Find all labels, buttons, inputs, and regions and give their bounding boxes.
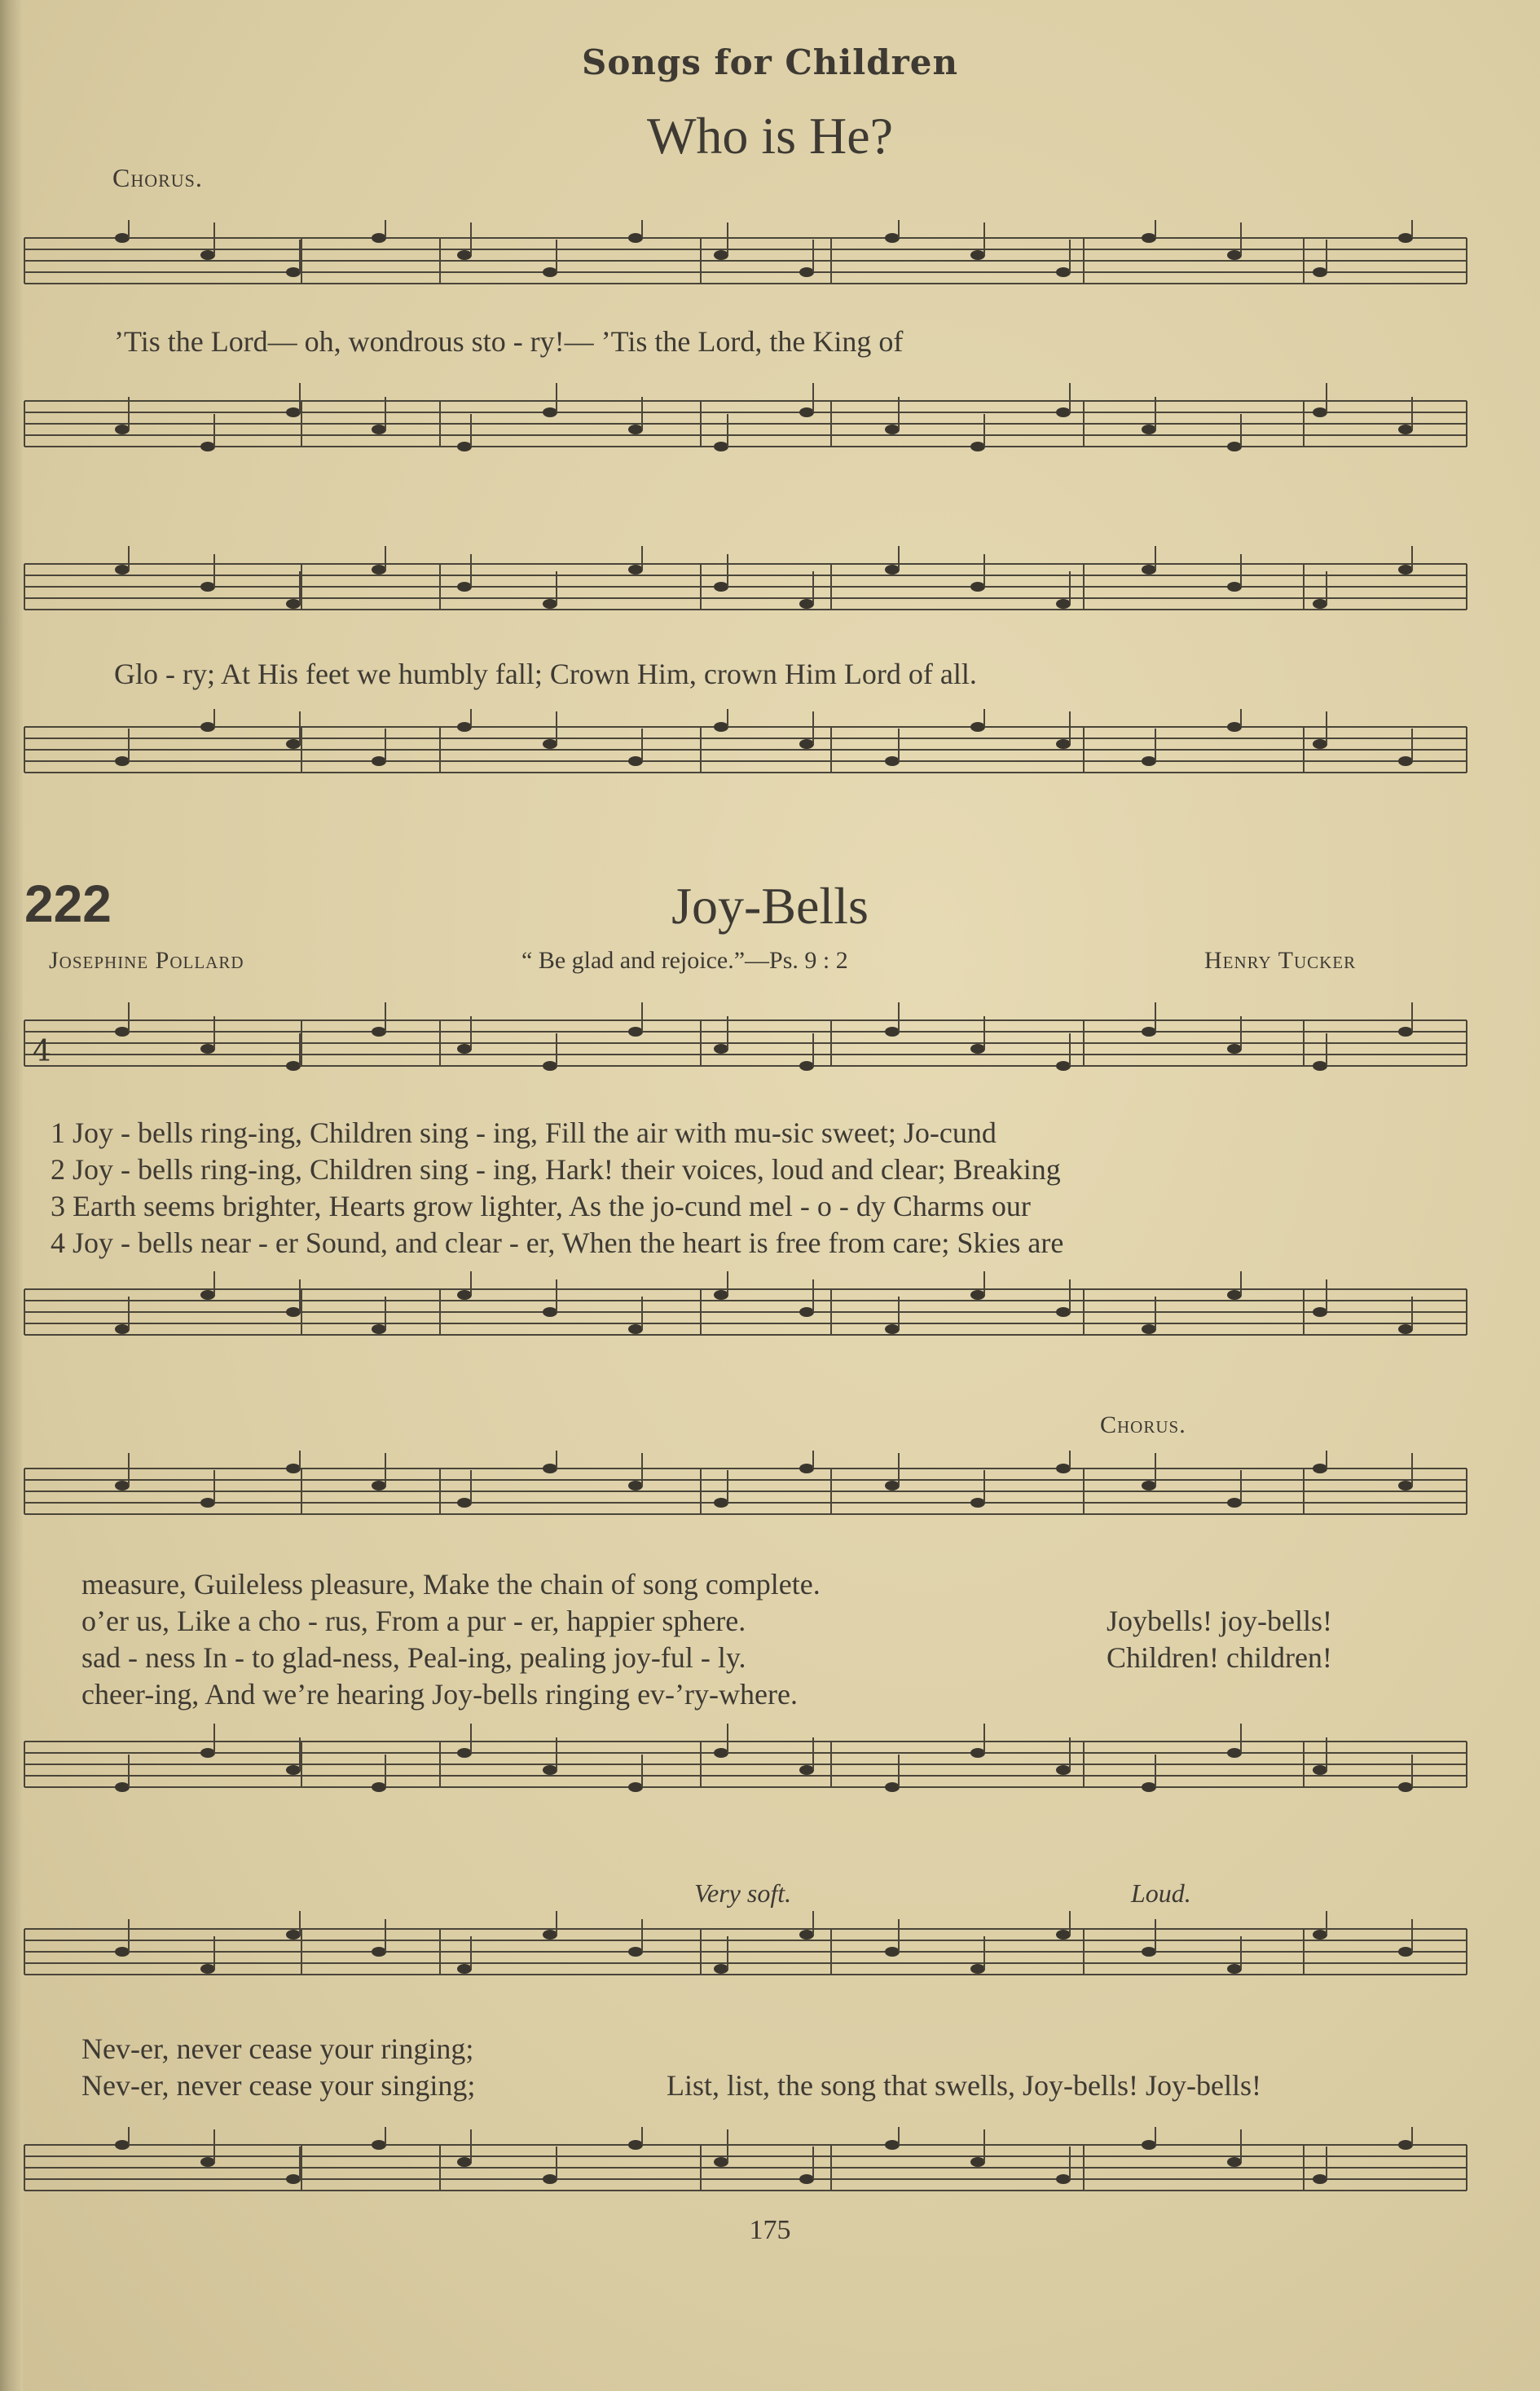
notehead	[286, 1464, 301, 1473]
notehead	[1313, 267, 1327, 277]
notehead	[372, 1947, 386, 1957]
verse-line: cheer-ing, And we’re hearing Joy-bells ringing ev-’ry-where.	[81, 1678, 798, 1711]
notehead	[628, 1481, 643, 1491]
verse-line: o’er us, Like a cho - rus, From a pur - er, happier sphere.	[81, 1605, 746, 1637]
final-line-right: List, list, the song that swells, Joy-bells! Joy-bells!	[667, 2069, 1261, 2102]
staff-song1-bass-2	[0, 709, 1540, 831]
final-line: Nev-er, never cease your ringing;	[81, 2032, 474, 2065]
notehead	[115, 233, 130, 243]
notehead	[1056, 1307, 1071, 1317]
notehead	[1398, 1782, 1413, 1792]
lyrics-song1-line2: Glo - ry; At His feet we humbly fall; Crown Him, crown Him Lord of all.	[114, 658, 977, 690]
chorus-text-block	[1107, 1603, 1332, 1676]
notehead	[457, 1498, 472, 1508]
notehead	[1398, 425, 1413, 434]
notehead	[1142, 756, 1156, 766]
notehead	[1398, 1324, 1413, 1334]
scripture-epigraph: “ Be glad and rejoice.”—Ps. 9 : 2	[521, 947, 848, 974]
notehead	[200, 1964, 215, 1974]
notehead	[457, 1748, 472, 1758]
notehead	[799, 1930, 814, 1940]
staff-song2-treble-3	[0, 1911, 1540, 2033]
time-signature-treble: 4	[33, 1035, 51, 1068]
notehead	[628, 1782, 643, 1792]
notehead	[543, 1464, 557, 1473]
notehead	[1142, 565, 1156, 575]
notehead	[714, 442, 728, 451]
notehead	[1142, 1782, 1156, 1792]
notehead	[799, 2174, 814, 2184]
notehead	[1142, 1027, 1156, 1037]
notehead	[457, 722, 472, 732]
notehead	[1056, 739, 1071, 749]
staff-song2-treble-1	[0, 1002, 1540, 1108]
notehead	[372, 1324, 386, 1334]
staff-song1-treble-2	[0, 546, 1540, 644]
notehead	[543, 1765, 557, 1775]
notehead	[799, 407, 814, 417]
notehead	[200, 1044, 215, 1054]
notehead	[1398, 1947, 1413, 1957]
notehead	[286, 407, 301, 417]
notehead	[200, 442, 215, 451]
staff-song1-bass-1	[0, 383, 1540, 513]
notehead	[970, 582, 985, 592]
running-head: Songs for Children	[582, 42, 958, 82]
page-number: 175	[749, 2215, 791, 2245]
notehead	[372, 565, 386, 575]
notehead	[1398, 1027, 1413, 1037]
notehead	[885, 565, 900, 575]
notehead	[970, 1044, 985, 1054]
notehead	[714, 582, 728, 592]
notehead	[543, 599, 557, 609]
notehead	[457, 582, 472, 592]
notehead	[1056, 407, 1071, 417]
verse-line: sad - ness In - to glad-ness, Peal-ing, pealing joy-ful - ly.	[81, 1641, 746, 1674]
notehead	[286, 2174, 301, 2184]
notehead	[543, 1930, 557, 1940]
notehead	[286, 267, 301, 277]
verse-line: 2 Joy - bells ring-ing, Children sing - ing, Hark! their voices, loud and clear; Breaking	[51, 1153, 1061, 1186]
notehead	[1227, 442, 1242, 451]
staff-song1-treble-1	[0, 220, 1540, 310]
notehead	[1398, 756, 1413, 766]
notehead	[1227, 1748, 1242, 1758]
notehead	[115, 1481, 130, 1491]
notehead	[286, 599, 301, 609]
notehead	[1227, 250, 1242, 260]
notehead	[372, 1481, 386, 1491]
verse-line: 3 Earth seems brighter, Hearts grow lighter, As the jo-cund mel - o - dy Charms our	[51, 1190, 1031, 1222]
verse-block-b	[81, 1566, 821, 1713]
chorus-label-song1: Chorus.	[112, 163, 203, 192]
notehead	[372, 1027, 386, 1037]
notehead	[799, 267, 814, 277]
notehead	[799, 1464, 814, 1473]
notehead	[1227, 1498, 1242, 1508]
notehead	[1227, 1290, 1242, 1300]
notehead	[714, 250, 728, 260]
notehead	[1056, 1765, 1071, 1775]
notehead	[372, 1782, 386, 1792]
dynamic-loud: Loud.	[1131, 1878, 1191, 1908]
notehead	[115, 1947, 130, 1957]
notehead	[1056, 1464, 1071, 1473]
notehead	[543, 407, 557, 417]
notehead	[115, 425, 130, 434]
final-lines-left	[81, 2031, 475, 2104]
notehead	[1398, 2140, 1413, 2150]
notehead	[885, 425, 900, 434]
notehead	[714, 1964, 728, 1974]
staff-song2-treble-2	[0, 1451, 1540, 1573]
notehead	[286, 1930, 301, 1940]
notehead	[628, 1947, 643, 1957]
notehead	[885, 1481, 900, 1491]
notehead	[200, 2157, 215, 2167]
notehead	[1056, 2174, 1071, 2184]
notehead	[970, 2157, 985, 2167]
notehead	[200, 250, 215, 260]
notehead	[1227, 1964, 1242, 1974]
notehead	[457, 1964, 472, 1974]
notehead	[1398, 233, 1413, 243]
notehead	[1056, 599, 1071, 609]
notehead	[1142, 1324, 1156, 1334]
notehead	[372, 425, 386, 434]
notehead	[1227, 722, 1242, 732]
notehead	[286, 1061, 301, 1071]
notehead	[115, 756, 130, 766]
notehead	[543, 1061, 557, 1071]
lyrics-song1-line1: ’Tis the Lord— oh, wondrous sto - ry!— ’Tis the Lord, the King of	[114, 325, 904, 358]
notehead	[286, 1307, 301, 1317]
notehead	[885, 233, 900, 243]
notehead	[457, 1290, 472, 1300]
notehead	[286, 739, 301, 749]
notehead	[543, 2174, 557, 2184]
notehead	[1398, 565, 1413, 575]
notehead	[372, 756, 386, 766]
notehead	[1313, 2174, 1327, 2184]
notehead	[1227, 582, 1242, 592]
verse-line: 4 Joy - bells near - er Sound, and clear - er, When the heart is free from care; Skies are	[51, 1226, 1064, 1259]
verse-line: measure, Guileless pleasure, Make the chain of song complete.	[81, 1568, 821, 1601]
notehead	[1142, 1947, 1156, 1957]
notehead	[1142, 1481, 1156, 1491]
notehead	[628, 233, 643, 243]
notehead	[799, 1307, 814, 1317]
notehead	[1313, 1061, 1327, 1071]
notehead	[628, 1324, 643, 1334]
hymn-number: 222	[24, 874, 112, 933]
notehead	[115, 2140, 130, 2150]
notehead	[115, 1324, 130, 1334]
notehead	[457, 442, 472, 451]
notehead	[200, 582, 215, 592]
staff-song2-bass-2	[0, 1724, 1540, 1846]
notehead	[1313, 1307, 1327, 1317]
notehead	[1227, 1044, 1242, 1054]
notehead	[200, 1498, 215, 1508]
notehead	[799, 1061, 814, 1071]
verse-block-a	[51, 1115, 1063, 1262]
notehead	[1056, 267, 1071, 277]
chorus-text-line: Children! children!	[1107, 1641, 1332, 1674]
notehead	[714, 1498, 728, 1508]
notehead	[1313, 739, 1327, 749]
notehead	[200, 722, 215, 732]
notehead	[1227, 2157, 1242, 2167]
notehead	[286, 1765, 301, 1775]
composer-credit: Henry Tucker	[1204, 947, 1357, 974]
staff-song2-bass-1	[0, 1271, 1540, 1402]
notehead	[970, 442, 985, 451]
notehead	[885, 756, 900, 766]
song-title-who-is-he: Who is He?	[646, 107, 894, 165]
notehead	[970, 1290, 985, 1300]
notehead	[1398, 1481, 1413, 1491]
author-credit: Josephine Pollard	[49, 947, 244, 974]
notehead	[885, 1027, 900, 1037]
notehead	[799, 599, 814, 609]
notehead	[457, 250, 472, 260]
notehead	[1142, 425, 1156, 434]
notehead	[1313, 407, 1327, 417]
notehead	[628, 1027, 643, 1037]
notehead	[885, 1947, 900, 1957]
notehead	[885, 1324, 900, 1334]
dynamic-very-soft: Very soft.	[694, 1878, 792, 1908]
notehead	[628, 565, 643, 575]
notehead	[628, 756, 643, 766]
notehead	[372, 233, 386, 243]
notehead	[543, 1307, 557, 1317]
notehead	[200, 1748, 215, 1758]
notehead	[799, 1765, 814, 1775]
notehead	[970, 1498, 985, 1508]
notehead	[970, 1748, 985, 1758]
notehead	[1313, 1464, 1327, 1473]
notehead	[1056, 1930, 1071, 1940]
notehead	[970, 250, 985, 260]
notehead	[543, 739, 557, 749]
verse-line: 1 Joy - bells ring-ing, Children sing - ing, Fill the air with mu-sic sweet; Jo-cund	[51, 1116, 997, 1149]
notehead	[115, 1027, 130, 1037]
notehead	[457, 1044, 472, 1054]
notehead	[628, 425, 643, 434]
notehead	[543, 267, 557, 277]
notehead	[714, 1748, 728, 1758]
notehead	[628, 2140, 643, 2150]
notehead	[714, 1044, 728, 1054]
notehead	[1313, 599, 1327, 609]
notehead	[1142, 233, 1156, 243]
chorus-label-song2: Chorus.	[1100, 1411, 1186, 1438]
notehead	[200, 1290, 215, 1300]
notehead	[1313, 1765, 1327, 1775]
notehead	[1313, 1930, 1327, 1940]
song-title-joy-bells: Joy-Bells	[671, 877, 869, 935]
notehead	[372, 2140, 386, 2150]
notehead	[115, 565, 130, 575]
notehead	[799, 739, 814, 749]
notehead	[885, 2140, 900, 2150]
notehead	[714, 1290, 728, 1300]
notehead	[714, 722, 728, 732]
notehead	[714, 2157, 728, 2167]
notehead	[970, 722, 985, 732]
notehead	[115, 1782, 130, 1792]
chorus-text-line: Joybells! joy-bells!	[1107, 1605, 1332, 1637]
final-line: Nev-er, never cease your singing;	[81, 2069, 476, 2102]
notehead	[457, 2157, 472, 2167]
notehead	[885, 1782, 900, 1792]
notehead	[1056, 1061, 1071, 1071]
notehead	[970, 1964, 985, 1974]
notehead	[1142, 2140, 1156, 2150]
